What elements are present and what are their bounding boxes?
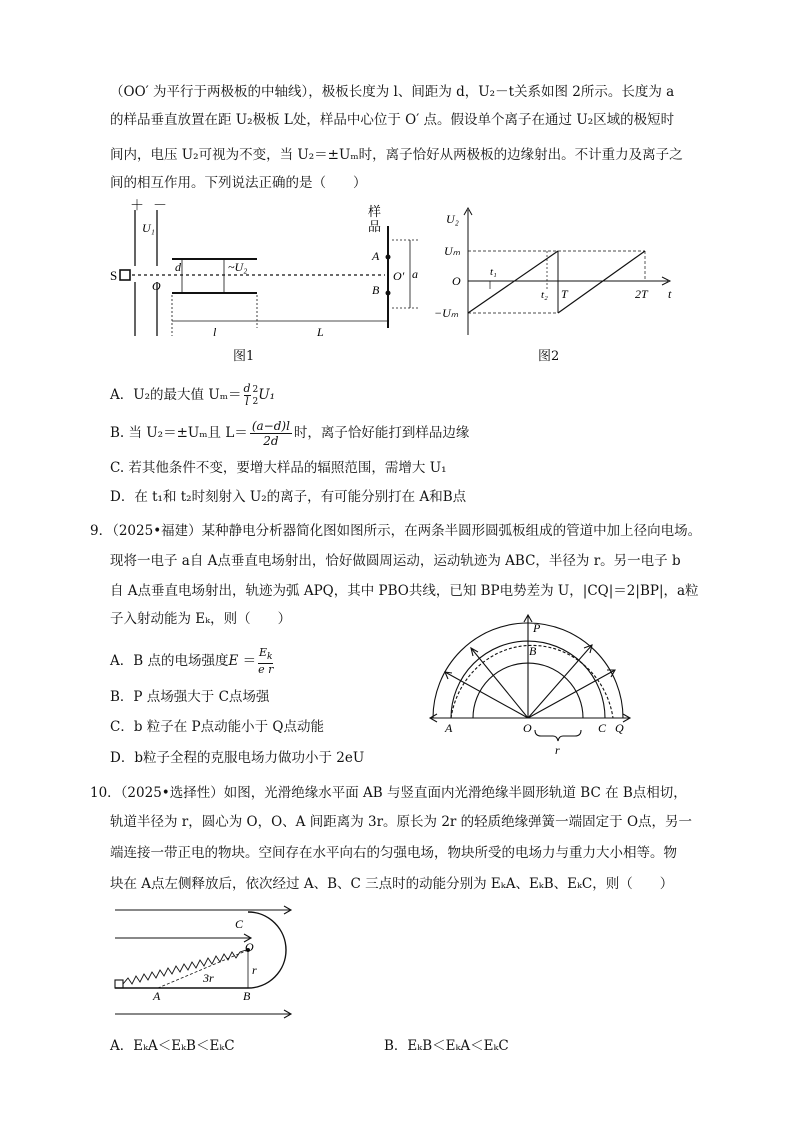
q8-line-2: 的样品垂直放置在距 U₂极板 L处，样品中心位于 O′ 点。假设单个离子在通过 U₂区域的极短时 [110,112,675,128]
q10-line-1: 10．（2025•选择性）如图，光滑绝缘水平面 AB 与竖直面内光滑绝缘半圆形轨道 BC 在 B点相切， [90,785,687,801]
q8-line-4: 间的相互作用。下列说法正确的是（ ） [110,175,367,191]
figure-1-mass-spec [110,198,420,368]
label-s: S [110,268,118,283]
minus-sign: － [153,199,167,214]
label-o-prime: O′ [393,269,405,283]
q8-option-b[interactable] [110,419,469,448]
q8-line-1: （OO′ 为平行于两极板的中轴线），极板长度为 l、间距为 d，U₂－t关系如图 2所示。长度为 a [110,84,675,100]
figure-2-caption: 图2 [538,349,560,364]
q8-option-a[interactable] [110,383,275,408]
label-sample-1: 样 [368,204,382,219]
q9-option-b[interactable]: B．P 点场强大于 C点场强 [110,689,270,705]
label-neg-um: −Uₘ [434,306,459,320]
q10-line-4: 块在 A点左侧释放后，依次经过 A、B、C 三点时的动能分别为 EₖA、EₖB、EₖC，则（ ） [110,876,674,892]
label-r: r [555,743,560,757]
q9-option-a-text: A．B 点的电场强度 [110,653,229,670]
label-r: r [252,963,257,977]
figure-2-u2-graph [430,205,680,340]
label-t2: t₂ [541,289,548,301]
q9-line-2: 现将一电子 a自 A点垂直电场射出，恰好做圆周运动，运动轨迹为 ABC，半径为 r。另一电子 b [110,553,681,569]
q8-a-exp: 2 [252,384,259,395]
label-u2: ~U₂ [228,260,248,274]
figure-q10-track [110,900,300,1025]
label-c: C [235,917,244,931]
q8-a-frac-num: d [243,382,251,395]
label-T: T [561,287,568,301]
q8-a-frac-den: l [245,395,249,408]
q9-line-3: 自 A点垂直电场射出，轨迹为弧 APQ，其中 PBO共线，已知 BP电势差为 U，|CQ|＝2|BP|，a粒 [110,583,699,599]
q8-a-exp2: 2 [252,396,259,407]
q9-a-num-sub: k [266,651,273,663]
q8-option-d[interactable]: D．在 t₁和 t₂时刻射入 U₂的离子，有可能分别打在 A和B点 [110,489,467,505]
label-L: L [317,325,324,339]
label-3r: 3r [203,971,214,985]
label-a: A [445,721,453,735]
q9-option-c[interactable]: C．b 粒子在 P点动能小于 Q点动能 [110,719,324,735]
q8-b-frac-den: 2d [263,434,279,448]
q8-option-b-text: B. 当 U₂＝±Uₘ且 L＝ [110,425,248,441]
q8-b-frac-num: (a−d)l [251,419,290,433]
label-a-length: a [412,267,418,281]
figure-1-caption: 图1 [233,349,255,364]
label-o: O [245,940,254,954]
q9-option-d[interactable]: D．b粒子全程的克服电场力做功小于 2eU [110,750,365,766]
label-c: C [598,721,607,735]
q9-line-1: 9．（2025•福建）某种静电分析器简化图如图所示，在两条半圆形圆弧板组成的管道中加上径向电场。 [90,523,702,539]
q8-a-tail: U₁ [258,387,276,403]
figure-q9-electrostatic-analyzer [425,610,635,770]
q8-option-b-tail: 时，离子恰好能打到样品边缘 [293,425,470,441]
label-sample-2: 品 [368,219,382,234]
q8-line-3: 间内，电压 U₂可视为不变，当 U₂＝±Uₘ时，离子恰好从两极板的边缘射出。不计重力及离子之 [110,147,683,163]
label-a: A [153,989,161,1003]
label-b-point: B [372,283,380,297]
label-b: B [243,989,251,1003]
axis-label-t: t [668,287,672,301]
q9-a-e: E [228,653,239,670]
label-o: O [152,279,161,293]
label-o: O [523,721,532,735]
q9-a-num: E [258,646,267,659]
label-a-point: A [372,249,380,263]
label-t1: t₁ [490,266,497,278]
q9-option-a[interactable]: A．B 点的电场强度E ＝ $\frac{E_k}{\text{e r}}$ [110,646,274,677]
q10-option-a[interactable]: A．EₖA＜EₖB＜EₖC [110,1038,235,1054]
label-b: B [529,644,537,658]
q8-option-c[interactable]: C. 若其他条件不变，要增大样品的辐照范围，需增大 U₁ [110,460,447,476]
label-q: Q [615,721,624,735]
label-p: P [533,621,541,635]
label-u1: U₁ [142,221,155,235]
q9-a-den: e r [258,663,274,677]
label-2T: 2T [635,287,648,301]
q8-option-a-text: A．U₂的最大值 Uₘ＝ [110,387,242,403]
plus-sign: ＋ [130,199,144,214]
label-um: Uₘ [444,244,461,258]
label-l: l [213,325,217,339]
axis-label-u2: U₂ [446,212,459,226]
q10-option-b[interactable]: B．EₖB＜EₖA＜EₖC [384,1038,509,1054]
q10-line-2: 轨道半径为 r，圆心为 O，O、A 间距离为 3r。原长为 2r 的轻质绝缘弹簧一端固定于 O点，另一 [110,814,693,830]
label-origin: O [452,274,461,288]
q9-line-4: 子入射动能为 Eₖ，则（ ） [110,611,292,627]
q10-line-3: 端连接一带正电的物块。空间存在水平向右的匀强电场，物块所受的电场力与重力大小相等。物 [110,845,677,861]
label-d: d [175,260,181,274]
